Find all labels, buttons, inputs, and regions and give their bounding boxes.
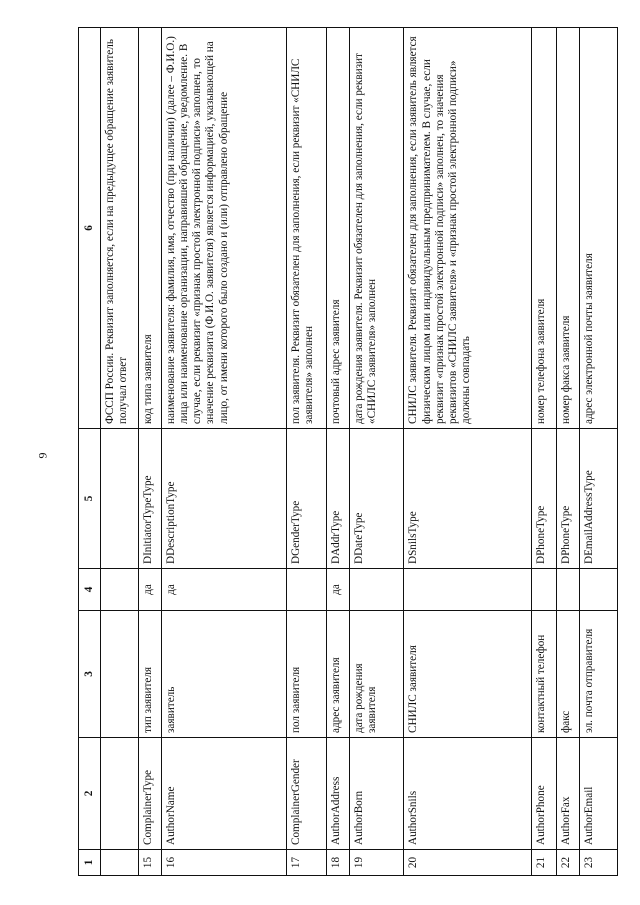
table-row (327, 28, 350, 876)
row-number: 22 (557, 850, 580, 876)
field-description: СНИЛС заявителя (404, 611, 532, 738)
field-notes: ФССП России. Реквизит заполняется, если на предыдущее обращение заявитель получал ответ (101, 28, 139, 429)
field-notes: код типа заявителя (138, 28, 161, 429)
field-name (101, 738, 139, 850)
row-number: 17 (287, 850, 327, 876)
required-flag (580, 569, 618, 611)
row-number: 19 (350, 850, 404, 876)
table-row (161, 28, 287, 876)
field-type: DGenderType (287, 429, 327, 569)
required-flag (404, 569, 532, 611)
table-row (404, 28, 532, 876)
required-flag: да (138, 569, 161, 611)
field-description: эл. почта отправителя (580, 611, 618, 738)
field-notes: наименование заявителя: фамилия, имя, отчество (при наличии) (далее – Ф.И.О.) лица или наименование организации, направившей обращение, уведомление. В случае, если реквизит «признак простой электронной подписи» заполнен, то значение реквизита (Ф.И.О. заявителя) является информацией, указывающей на лицо, от имени которого было создано и (или) отправлено обращение (161, 28, 287, 429)
field-description: дата рождения заявителя (350, 611, 404, 738)
field-description: заявитель (161, 611, 287, 738)
header-cell: 3 (79, 611, 101, 738)
field-name: AuthorAddress (327, 738, 350, 850)
field-type: DDateType (350, 429, 404, 569)
header-cell: 1 (79, 850, 101, 876)
row-number (101, 850, 139, 876)
field-name: AuthorPhone (532, 738, 557, 850)
rotated-table-container (78, 28, 618, 876)
field-type: DPhoneType (557, 429, 580, 569)
field-type: DPhoneType (532, 429, 557, 569)
field-notes: почтовый адрес заявителя (327, 28, 350, 429)
header-cell: 2 (79, 738, 101, 850)
required-flag (287, 569, 327, 611)
table-row (532, 28, 557, 876)
field-notes: номер факса заявителя (557, 28, 580, 429)
field-description: факс (557, 611, 580, 738)
field-type: DInitiatorTypeType (138, 429, 161, 569)
header-cell: 6 (79, 28, 101, 429)
required-flag (101, 569, 139, 611)
table-row (350, 28, 404, 876)
header-cell: 4 (79, 569, 101, 611)
field-type: DSnilsType (404, 429, 532, 569)
row-number: 15 (138, 850, 161, 876)
field-name: AuthorEmail (580, 738, 618, 850)
field-notes: дата рождения заявителя. Реквизит обязателен для заполнения, если реквизит «СНИЛС заявителя» заполнен (350, 28, 404, 429)
field-name: AuthorBorn (350, 738, 404, 850)
header-cell: 5 (79, 429, 101, 569)
field-type (101, 429, 139, 569)
required-flag: да (161, 569, 287, 611)
field-description: контактный телефон (532, 611, 557, 738)
required-flag: да (327, 569, 350, 611)
field-name: AuthorFax (557, 738, 580, 850)
row-number: 18 (327, 850, 350, 876)
requisites-table (78, 27, 618, 876)
row-number: 20 (404, 850, 532, 876)
row-number: 21 (532, 850, 557, 876)
field-description: тип заявителя (138, 611, 161, 738)
field-description (101, 611, 139, 738)
required-flag (557, 569, 580, 611)
field-description: адрес заявителя (327, 611, 350, 738)
field-name: AuthorName (161, 738, 287, 850)
field-name: ComplainerGender (287, 738, 327, 850)
field-name: ComplainerType (138, 738, 161, 850)
field-name: AuthorSnils (404, 738, 532, 850)
page-number: 9 (35, 452, 50, 459)
table-row (557, 28, 580, 876)
field-notes: СНИЛС заявителя. Реквизит обязателен для заполнения, если заявитель является физическим лицом или индивидуальным предпринимателем. В случае, если реквизит «признак простой электронной подписи» заполнен, то значения реквизитов «СНИЛС заявителя» и «признак простой электронной подписи» должны совпадать (404, 28, 532, 429)
field-notes: номер телефона заявителя (532, 28, 557, 429)
field-type: DAddrType (327, 429, 350, 569)
field-description: пол заявителя (287, 611, 327, 738)
field-type: DDescriptionType (161, 429, 287, 569)
row-number: 16 (161, 850, 287, 876)
table-row (101, 28, 139, 876)
field-notes: адрес электронной почты заявителя (580, 28, 618, 429)
required-flag (350, 569, 404, 611)
field-type: DEmailAddressType (580, 429, 618, 569)
row-number: 23 (580, 850, 618, 876)
required-flag (532, 569, 557, 611)
table-row (138, 28, 161, 876)
table-row (287, 28, 327, 876)
table-row (580, 28, 618, 876)
table-header-row (79, 28, 101, 876)
field-notes: пол заявителя. Реквизит обязателен для заполнения, если реквизит «СНИЛС заявителя» заполнен (287, 28, 327, 429)
